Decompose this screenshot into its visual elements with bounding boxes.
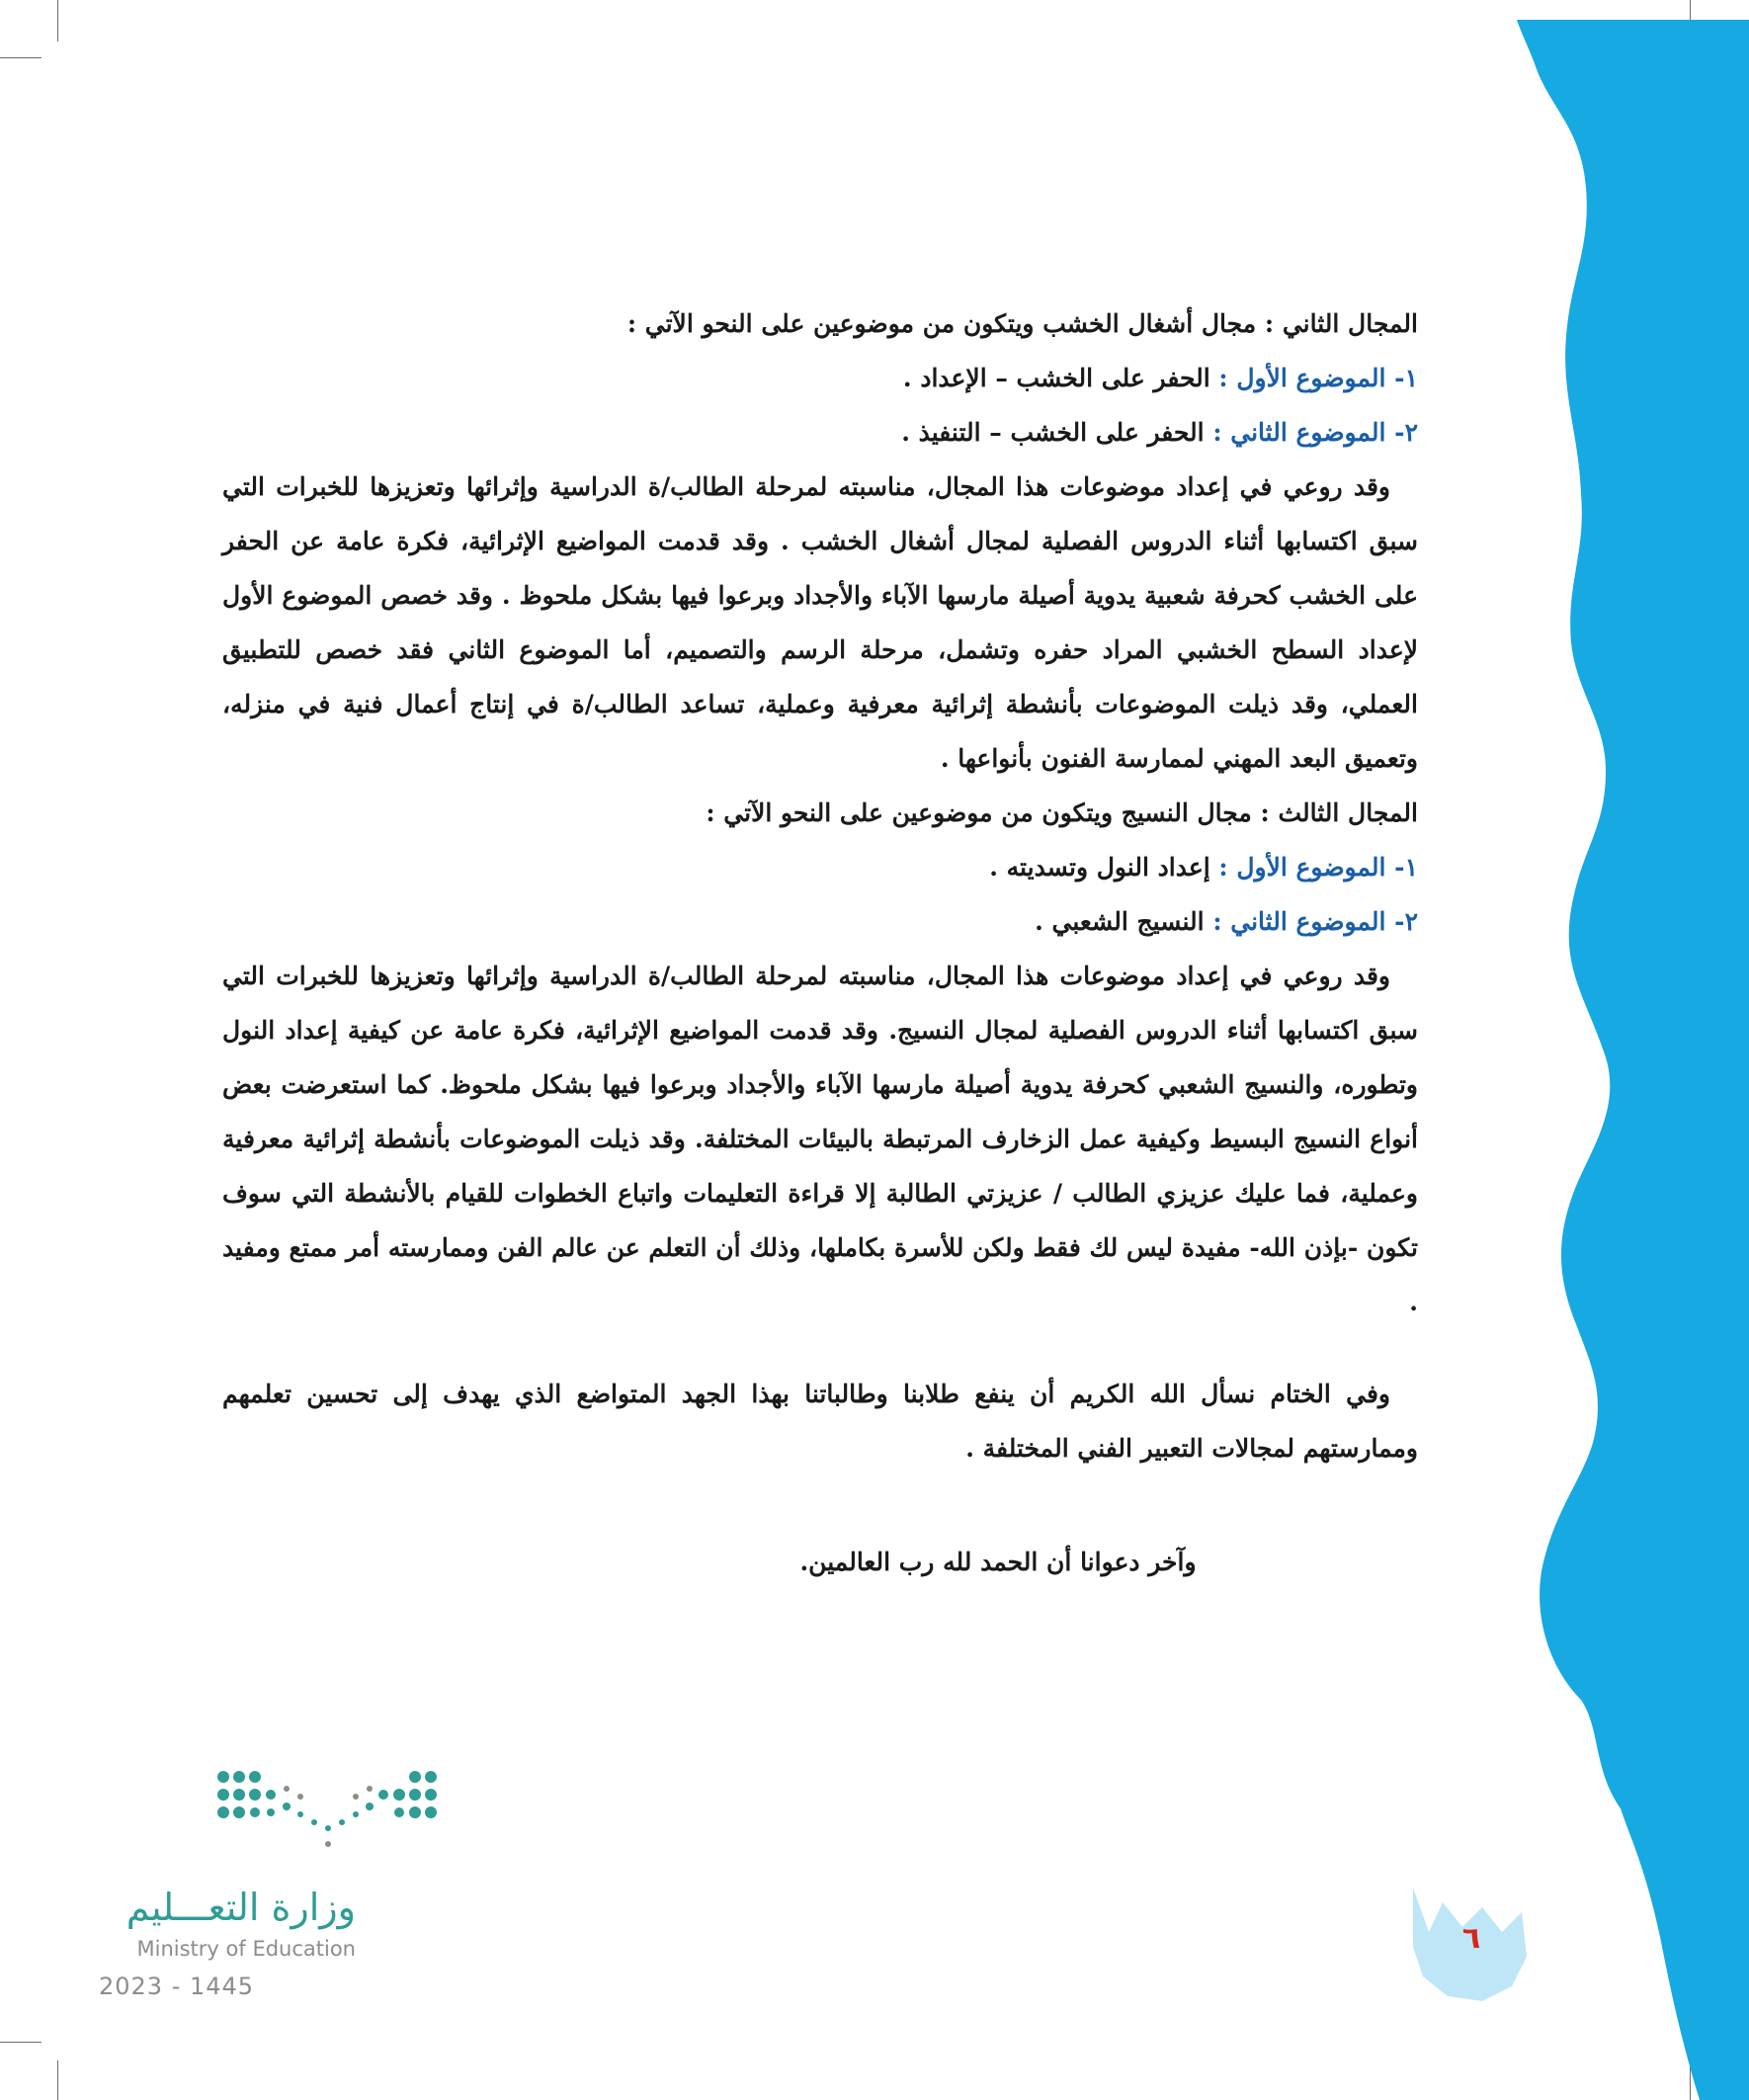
- topic-label: ٢- الموضوع الثاني :: [1212, 418, 1418, 447]
- body-paragraph: وقد روعي في إعداد موضوعات هذا المجال، مناسبته لمرحلة الطالب/ة الدراسية وإثرائها وتعزيزها للخبرات التي سبق اكتسابها أثناء الدروس الفصلية لمجال النسيج. وقد قدمت المواضيع الإثرائية، فكرة عامة عن كيفية إعداد النول وتطوره، والنسيج الشعبي كحرفة يدوية أصيلة مارسها الآباء والأجداد وبرعوا فيها بشكل ملحوظ. كما استعرضت بعض أنواع النسيج البسيط وكيفية عمل الزخارف المرتبطة بالبيئات المختلفة. وقد ذيلت الموضوعات بأنشطة إثرائية معرفية وعملية، فما عليك عزيزي الطالب / عزيزتي الطالبة إلا قراءة التعليمات واتباع الخطوات للقيام بالأنشطة التي سوف تكون -بإذن الله- مفيدة ليس لك فقط ولكن للأسرة بكاملها، وذلك أن التعلم عن عالم الفن وممارسته أمر ممتع ومفيد .: [222, 962, 1418, 1316]
- topic-item: [222, 894, 1418, 949]
- section-intro: المجال الثالث : مجال النسيج ويتكون من موضوعين على النحو الآتي :: [706, 798, 1418, 827]
- topic-label: ١- الموضوع الأول :: [1218, 853, 1418, 882]
- topic-item: [222, 840, 1418, 894]
- topic-item: [222, 351, 1418, 405]
- topic-text: النسيج الشعبي .: [1035, 907, 1205, 936]
- topic-item: [222, 405, 1418, 460]
- topic-label: ١- الموضوع الأول :: [1218, 364, 1418, 392]
- logo-english-name: Ministry of Education: [136, 1937, 356, 1961]
- logo-year: 2023 - 1445: [99, 1973, 255, 2000]
- side-band-shape: [1517, 20, 1749, 2100]
- body-paragraph: وقد روعي في إعداد موضوعات هذا المجال، مناسبته لمرحلة الطالب/ة الدراسية وإثرائها وتعزيزها للخبرات التي سبق اكتسابها أثناء الدروس الفصلية لمجال أشغال الخشب . وقد قدمت المواضيع الإثرائية، فكرة عامة عن الحفر على الخشب كحرفة شعبية يدوية أصيلة مارسها الآباء والأجداد وبرعوا فيها بشكل ملحوظ . وقد خصص الموضوع الأول لإعداد السطح الخشبي المراد حفره وتشمل، مرحلة الرسم والتصميم، أما الموضوع الثاني فقد خصص للتطبيق العملي، وقد ذيلت الموضوعات بأنشطة إثرائية معرفية وعملية، تساعد الطالب/ة في إنتاج أعمال فنية في منزله، وتعميق البعد المهني لممارسة الفنون بأنواعها .: [222, 472, 1418, 773]
- page-number: ٦: [1461, 1921, 1481, 1956]
- topic-text: إعداد النول وتسديته .: [989, 853, 1210, 882]
- closing-line: وآخر دعوانا أن الحمد لله رب العالمين.: [799, 1548, 1197, 1576]
- preface-content: [222, 296, 1418, 1589]
- logo-arabic-name: وزارة التعـــليم: [125, 1886, 356, 1929]
- section-intro: المجال الثاني : مجال أشغال الخشب ويتكون من موضوعين على النحو الآتي :: [626, 309, 1418, 338]
- topic-label: ٢- الموضوع الثاني :: [1212, 907, 1418, 936]
- logo-dots-graphic: [215, 1767, 453, 1856]
- topic-text: الحفر على الخشب – التنفيذ .: [901, 418, 1205, 447]
- topic-text: الحفر على الخشب – الإعداد .: [902, 364, 1210, 392]
- conclusion-paragraph: وفي الختام نسأل الله الكريم أن ينفع طلابنا وطالباتنا بهذا الجهد المتواضع الذي يهدف إلى تحسين تعلمهم وممارستهم لمجالات التعبير الفني المختلفة .: [222, 1380, 1418, 1463]
- ministry-logo: [99, 1767, 455, 2024]
